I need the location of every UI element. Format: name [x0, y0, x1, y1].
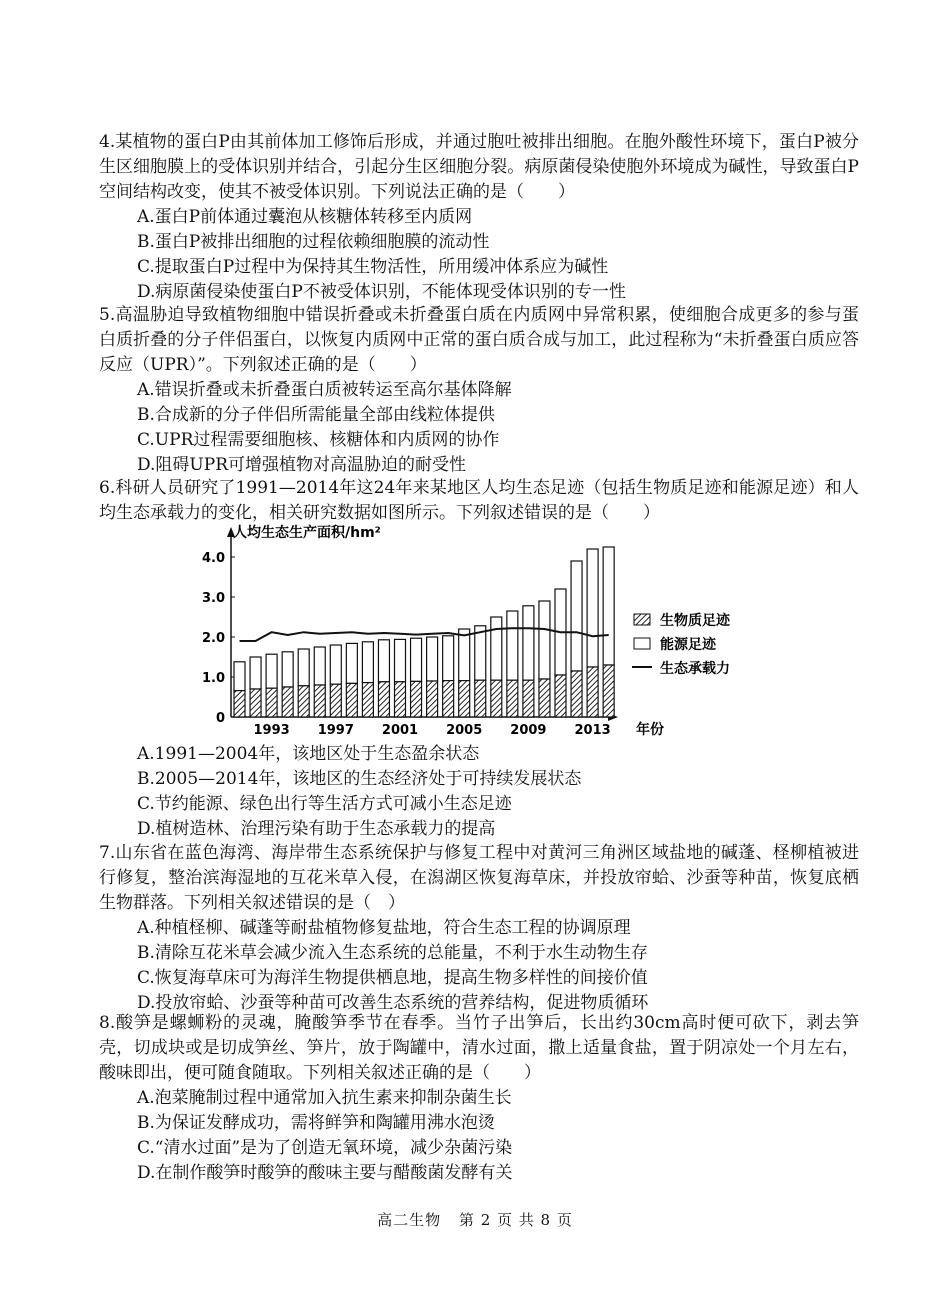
option-b: B.合成新的分子伴侣所需能量全部由线粒体提供	[137, 405, 495, 425]
bar-energy-footprint	[266, 654, 277, 688]
bar-biomass-footprint	[378, 682, 389, 717]
option-a: A.1991—2004年，该地区处于生态盈余状态	[137, 744, 480, 764]
option-c: C.节约能源、绿色出行等生活方式可减小生态足迹	[137, 794, 512, 814]
x-tick-label: 2001	[381, 723, 419, 738]
x-tick-label: 1997	[317, 723, 354, 738]
question-stem: 8.酸笋是螺蛳粉的灵魂，腌酸笋季节在春季。当竹子出笋后，长出约30cm高时便可砍下，剥去笋壳，切成块或是切成笋丝、笋片，放于陶罐中，清水过面，撒上适量食盐，置于阴凉处一个月左右，酸味即出，便可随食随取。下列相关叙述正确的是（ ）	[99, 1013, 859, 1083]
bar-biomass-footprint	[282, 687, 293, 717]
bar-energy-footprint	[411, 638, 422, 681]
question-5	[99, 303, 859, 478]
y-tick-label: 1.0	[201, 671, 225, 686]
option-a: A.泡菜腌制过程中通常加入抗生素来抑制杂菌生长	[137, 1088, 512, 1108]
bar-biomass-footprint	[555, 675, 566, 717]
bar-energy-footprint	[298, 649, 309, 686]
bar-biomass-footprint	[539, 679, 550, 717]
x-axis-label: 年份	[636, 722, 664, 738]
option-d: D.病原菌侵染使蛋白P不被受体识别，不能体现受体识别的专一性	[137, 282, 626, 302]
footer-subject: 高二生物	[377, 1211, 442, 1229]
bar-energy-footprint	[346, 643, 357, 683]
bar-energy-footprint	[603, 547, 614, 665]
y-tick-label: 0	[215, 711, 225, 726]
option-b: B.蛋白P被排出细胞的过程依赖细胞膜的流动性	[137, 232, 490, 252]
bar-energy-footprint	[507, 611, 518, 680]
legend-label: 生物质足迹	[660, 613, 730, 629]
option-b: B.2005—2014年，该地区的生态经济处于可持续发展状态	[137, 769, 582, 789]
option-c: C.提取蛋白P过程中为保持其生物活性，所用缓冲体系应为碱性	[137, 257, 609, 277]
bar-biomass-footprint	[603, 665, 614, 717]
y-axis-label: 人均生态生产面积/hm²	[233, 525, 381, 541]
bar-energy-footprint	[234, 662, 245, 691]
legend-swatch-energy	[634, 638, 650, 649]
question-stem: 6.科研人员研究了1991—2014年这24年来某地区人均生态足迹（包括生物质足迹和能源足迹）和人均生态承载力的变化，相关研究数据如图所示。下列叙述错误的是（ ）	[99, 478, 859, 523]
option-b: B.清除互花米草会减少流入生态系统的总能量，不利于水生动物生存	[137, 943, 648, 963]
legend-label: 生态承载力	[660, 661, 730, 677]
bar-energy-footprint	[539, 601, 550, 679]
bar-biomass-footprint	[587, 667, 598, 717]
option-a: A.种植柽柳、碱蓬等耐盐植物修复盐地，符合生态工程的协调原理	[137, 918, 631, 938]
y-tick-label: 3.0	[201, 591, 225, 606]
bar-biomass-footprint	[346, 683, 357, 717]
question-4	[99, 130, 859, 305]
bar-biomass-footprint	[491, 680, 502, 717]
bar-energy-footprint	[459, 629, 470, 681]
bar-energy-footprint	[523, 606, 534, 680]
bar-energy-footprint	[395, 639, 406, 681]
option-c: C.“清水过面”是为了创造无氧环境，减少杂菌污染	[137, 1138, 513, 1158]
question-stem: 7.山东省在蓝色海湾、海岸带生态系统保护与修复工程中对黄河三角洲区域盐地的碱蓬、柽柳植被进行修复，整治滨海湿地的互花米草入侵，在潟湖区恢复海草床，并投放帘蛤、沙蚕等种苗，恢复底栖生物群落。下列相关叙述错误的是（ ）	[99, 843, 859, 913]
bar-biomass-footprint	[411, 681, 422, 717]
bar-biomass-footprint	[266, 688, 277, 717]
bar-biomass-footprint	[250, 689, 261, 717]
x-tick-label: 2005	[446, 723, 483, 738]
bar-biomass-footprint	[571, 671, 582, 717]
option-d: D.植树造林、治理污染有助于生态承载力的提高	[137, 819, 496, 839]
y-tick-label: 2.0	[201, 631, 225, 646]
bar-biomass-footprint	[443, 681, 454, 717]
line-carrying-capacity	[240, 628, 609, 641]
bar-energy-footprint	[250, 657, 261, 689]
bar-biomass-footprint	[395, 682, 406, 717]
question-8	[99, 1011, 859, 1186]
ecological-footprint-chart	[196, 521, 796, 743]
option-d: D.投放帘蛤、沙蚕等种苗可改善生态系统的营养结构，促进物质循环	[137, 993, 649, 1013]
bar-biomass-footprint	[507, 680, 518, 717]
bar-biomass-footprint	[459, 681, 470, 717]
option-a: A.错误折叠或未折叠蛋白质被转运至高尔基体降解	[137, 380, 512, 400]
option-d: D.阻碍UPR可增强植物对高温胁迫的耐受性	[137, 455, 466, 475]
question-stem: 5.高温胁迫导致植物细胞中错误折叠或未折叠蛋白质在内质网中异常积累，使细胞合成更多的参与蛋白质折叠的分子伴侣蛋白，以恢复内质网中正常的蛋白质合成与加工，此过程称为“未折叠蛋白质应答反应（UPR）”。下列叙述正确的是（ ）	[99, 305, 859, 375]
option-c: C.UPR过程需要细胞核、核糖体和内质网的协作	[137, 430, 500, 450]
x-tick-label: 2013	[574, 723, 611, 738]
bar-biomass-footprint	[475, 680, 486, 717]
option-d: D.在制作酸笋时酸笋的酸味主要与醋酸菌发酵有关	[137, 1163, 513, 1183]
bar-energy-footprint	[491, 617, 502, 680]
bar-energy-footprint	[587, 549, 598, 667]
question-6	[99, 476, 859, 526]
bar-energy-footprint	[330, 645, 341, 684]
bar-energy-footprint	[314, 647, 325, 685]
x-tick-label: 2009	[510, 723, 547, 738]
bar-biomass-footprint	[427, 681, 438, 717]
bar-biomass-footprint	[234, 691, 245, 717]
page-footer	[0, 1209, 950, 1230]
bar-energy-footprint	[378, 640, 389, 682]
bar-biomass-footprint	[330, 684, 341, 717]
legend-swatch-biomass	[634, 614, 650, 625]
bar-energy-footprint	[282, 652, 293, 687]
question-stem: 4.某植物的蛋白P由其前体加工修饰后形成，并通过胞吐被排出细胞。在胞外酸性环境下，蛋白P被分生区细胞膜上的受体识别并结合，引起分生区细胞分裂。病原菌侵染使胞外环境成为碱性，导致蛋白P空间结构改变，使其不被受体识别。下列说法正确的是（ ）	[99, 132, 859, 202]
question-7	[99, 841, 859, 1016]
option-c: C.恢复海草床可为海洋生物提供栖息地，提高生物多样性的间接价值	[137, 968, 648, 988]
bar-energy-footprint	[427, 637, 438, 681]
bar-energy-footprint	[362, 642, 373, 683]
legend-label: 能源足迹	[660, 637, 716, 653]
bar-biomass-footprint	[314, 685, 325, 717]
bar-energy-footprint	[571, 561, 582, 671]
bar-energy-footprint	[443, 636, 454, 681]
bar-biomass-footprint	[298, 686, 309, 717]
bar-biomass-footprint	[362, 683, 373, 717]
option-a: A.蛋白P前体通过囊泡从核糖体转移至内质网	[137, 207, 473, 227]
question-6-options	[99, 742, 859, 842]
y-tick-label: 4.0	[201, 551, 225, 566]
option-b: B.为保证发酵成功，需将鲜笋和陶罐用沸水泡烫	[137, 1113, 495, 1133]
x-tick-label: 1993	[253, 723, 290, 738]
bar-biomass-footprint	[523, 680, 534, 717]
footer-page-number: 第 2 页 共 8 页	[458, 1211, 573, 1229]
